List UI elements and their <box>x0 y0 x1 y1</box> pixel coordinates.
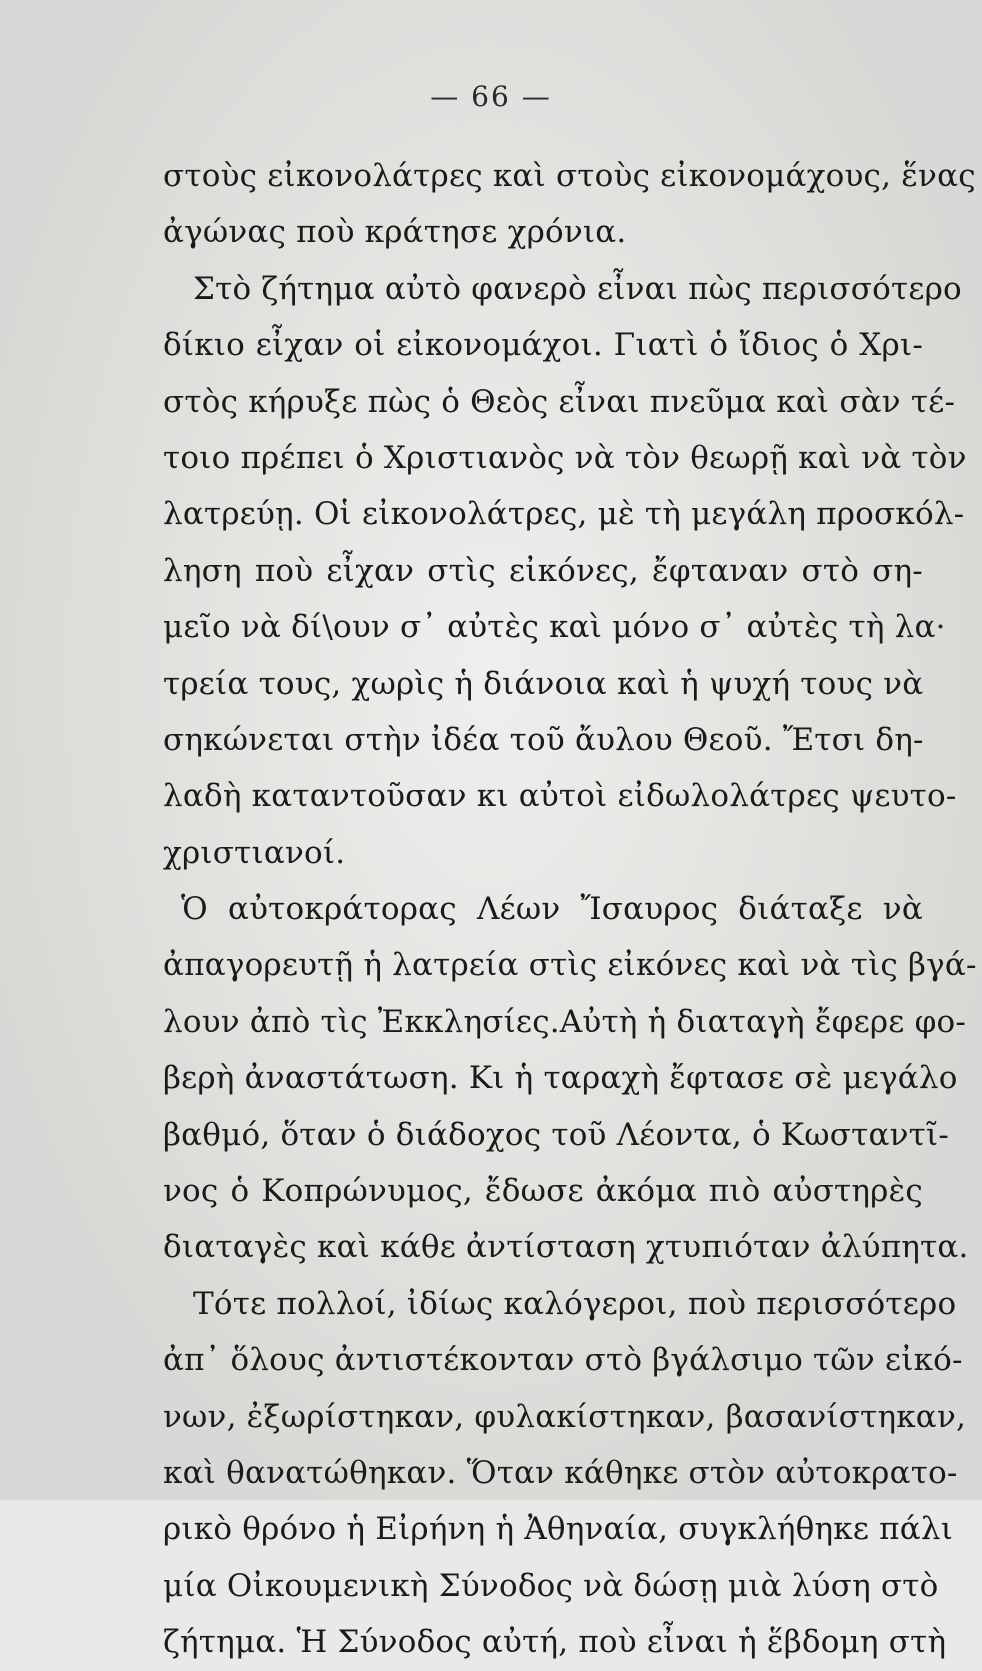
text-line: λουν ἀπὸ τὶς Ἐκκλησίες.Αὐτὴ ἡ διαταγὴ ἔφερε φο- <box>163 1003 967 1040</box>
text-line: Ὁ αὐτοκράτορας Λέων Ἴσαυρος διάταξε νὰ <box>181 891 923 928</box>
text-line: διαταγὲς καὶ κάθε ἀντίσταση χτυπιόταν ἀλύπητα. <box>163 1229 969 1266</box>
text-line: λατρεύῃ. Οἱ εἰκονολάτρες, μὲ τὴ μεγάλη προσκόλ- <box>163 496 965 533</box>
text-line: στὸς κήρυξε πὼς ὁ Θεὸς εἶναι πνεῦμα καὶ σὰν τέ- <box>163 383 956 420</box>
text-line: ρικὸ θρόνο ἡ Εἰρήνη ἡ Ἀθηναία, συγκλήθηκε πάλι <box>163 1511 954 1548</box>
text-line: Τότε πολλοί, ἰδίως καλόγεροι, ποὺ περισσότερο <box>193 1285 957 1322</box>
text-line: ζήτημα. Ἡ Σύνοδος αὐτή, ποὺ εἶναι ἡ ἕβδομη στὴ <box>163 1624 947 1661</box>
text-line: ἀπαγορευτῇ ἡ λατρεία στὶς εἰκόνες καὶ νὰ τὶς βγά- <box>163 947 977 984</box>
text-line: νων, ἐξωρίστηκαν, φυλακίστηκαν, βασανίστηκαν, <box>163 1398 967 1435</box>
text-line: ληση ποὺ εἶχαν στὶς εἰκόνες, ἔφταναν στὸ ση- <box>163 552 923 589</box>
text-line: τρεία τους, χωρὶς ἡ διάνοια καὶ ἡ ψυχή τους νὰ <box>163 665 924 702</box>
text-line: τοιο πρέπει ὁ Χριστιανὸς νὰ τὸν θεωρῇ καὶ νὰ τὸν <box>163 439 967 476</box>
text-line: στοὺς εἰκονολάτρες καὶ στοὺς εἰκονομάχους, ἕνας <box>163 158 976 194</box>
text-line: μία Οἰκουμενικὴ Σύνοδος νὰ δώσῃ μιὰ λύση στὸ <box>163 1567 939 1604</box>
text-line: ἀπ᾿ ὅλους ἀντιστέκονταν στὸ βγάλσιμο τῶν εἰκό- <box>163 1342 963 1379</box>
text-line: δίκιο εἶχαν οἱ εἰκονομάχοι. Γιατὶ ὁ ἴδιος ὁ Χρι- <box>163 327 923 364</box>
text-line: ἀγώνας ποὺ κράτησε χρόνια. <box>163 214 627 251</box>
text-line: καὶ θανατώθηκαν. Ὅταν κάθηκε στὸν αὐτοκρατο- <box>163 1454 958 1491</box>
text-line: Στὸ ζήτημα αὐτὸ φανερὸ εἶναι πὼς περισσότερο <box>193 270 962 307</box>
page-number: — 66 — <box>430 80 552 113</box>
text-line: βαθμό, ὅταν ὁ διάδοχος τοῦ Λέοντα, ὁ Κωσταντῖ- <box>163 1116 950 1153</box>
text-line: βερὴ ἀναστάτωση. Κι ἡ ταραχὴ ἔφτασε σὲ μεγάλο <box>163 1060 958 1097</box>
text-line: σηκώνεται στὴν ἰδέα τοῦ ἄυλου Θεοῦ. Ἔτσι δη- <box>163 721 924 758</box>
body-text <box>163 148 977 1671</box>
text-line: μεῖο νὰ δί\ουν σ᾿ αὐτὲς καὶ μόνο σ᾿ αὐτὲς τὴ λα· <box>163 609 946 646</box>
text-line: χριστιανοί. <box>163 834 346 871</box>
text-line: λαδὴ καταντοῦσαν κι αὐτοὶ εἰδωλολάτρες ψευτο- <box>163 778 957 815</box>
text-line: νος ὁ Κοπρώνυμος, ἔδωσε ἀκόμα πιὸ αὐστηρὲς <box>163 1173 923 1210</box>
